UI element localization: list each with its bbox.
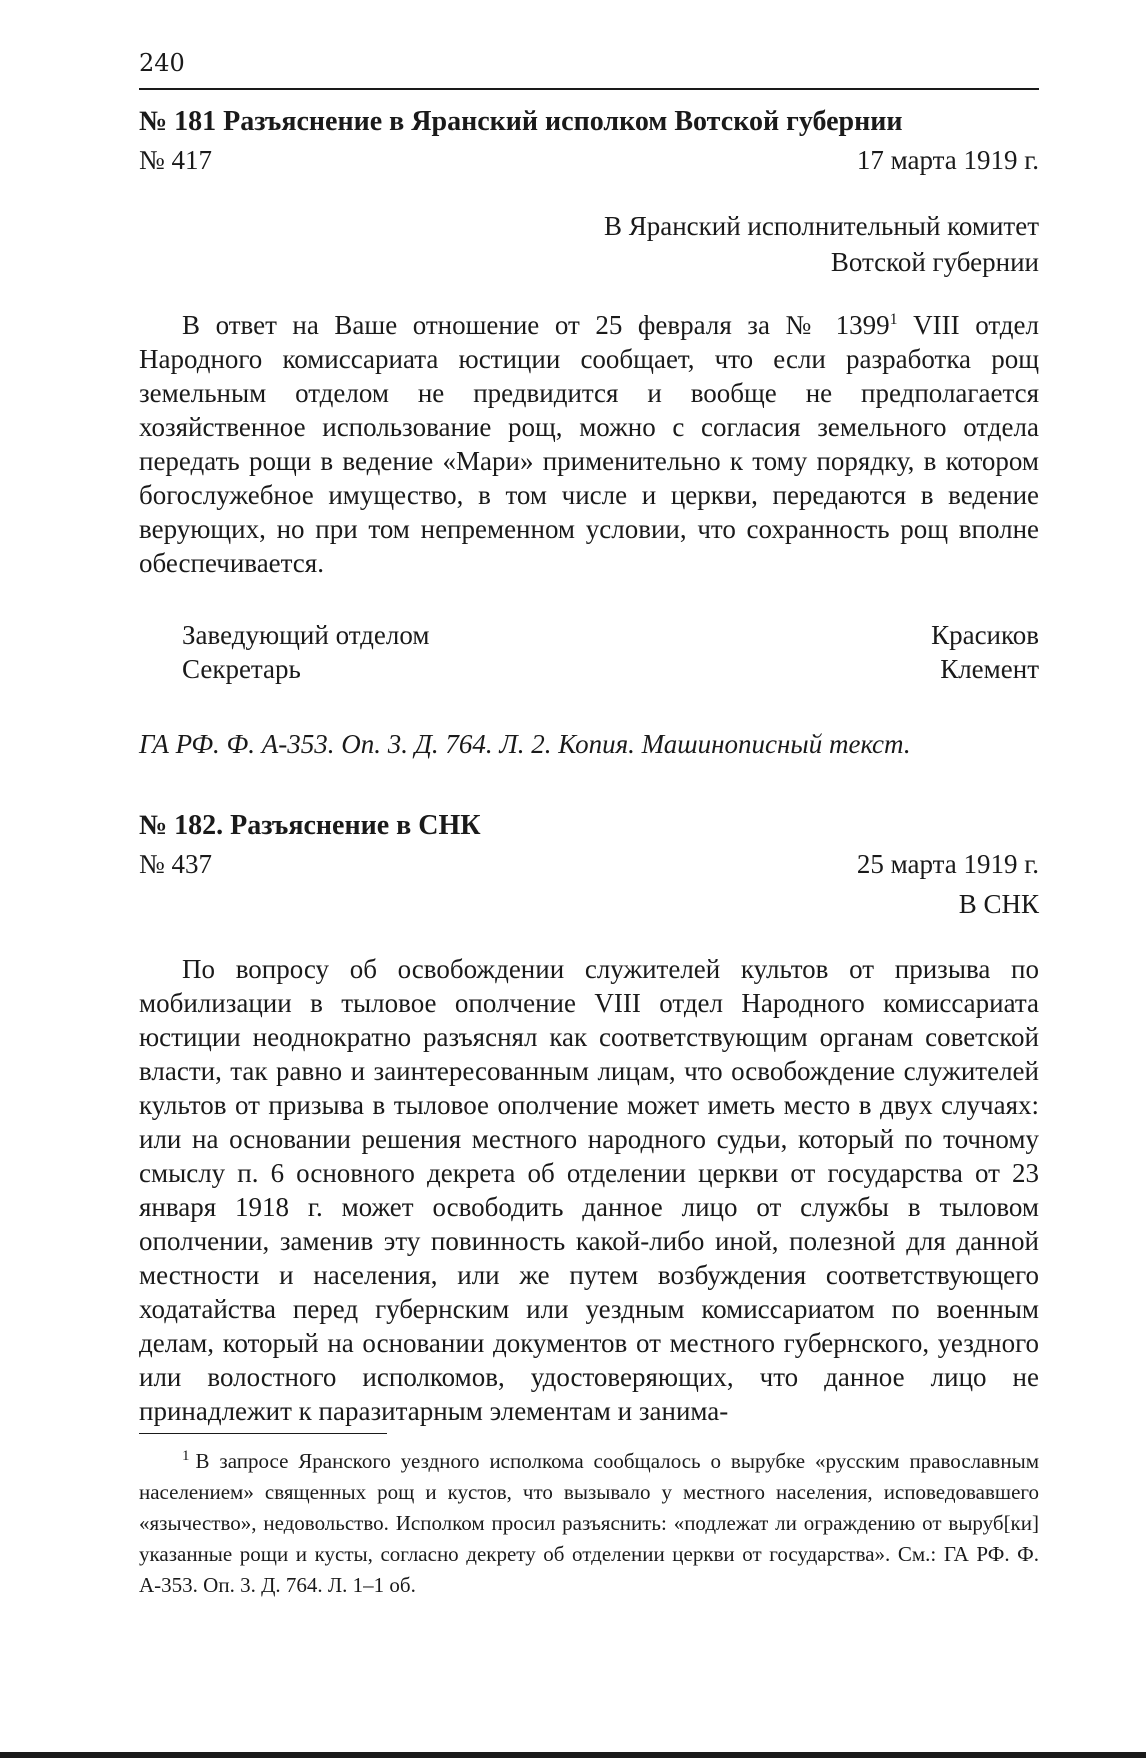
- doc-182-meta: [139, 846, 1039, 882]
- main-content: [139, 102, 1039, 1428]
- page-number: 240: [139, 49, 185, 77]
- doc-182-addressee: В СНК: [958, 889, 1039, 919]
- signature-name: Клемент: [940, 654, 1039, 684]
- page-bottom-edge: [0, 1752, 1146, 1758]
- doc-182-title: № 182. Разъяснение в СНК: [139, 810, 481, 841]
- doc-181-signatures: [139, 618, 1039, 686]
- doc-181-body: [139, 308, 1039, 580]
- doc-181-title: № 181 Разъяснение в Яранский исполком Вотской губернии: [139, 106, 903, 137]
- footnote: [139, 1446, 1039, 1601]
- doc-181-meta: [139, 142, 1039, 178]
- footnote-mark: 1: [182, 1448, 190, 1464]
- doc-181-body-part2: VIII отдел Народного комиссариата юстиции сообщает, что если разработка рощ земельным отделом не предвидится и вообще не предполагается хозяйственное использование рощ, можно с согласия земельного отдела передать рощи в ведение «Мари» применительно к тому порядку, в котором богослужебное имущество, в том числе и церкви, передаются в ведение верующих, но при том непременном условии, что сохранность рощ вполне обеспечивается.: [139, 310, 1039, 578]
- signature-row: [182, 618, 1039, 652]
- doc-182-date: 25 марта 1919 г.: [856, 849, 1039, 879]
- footnote-reference: 1: [889, 311, 898, 328]
- doc-181-date: 17 марта 1919 г.: [856, 145, 1039, 175]
- doc-181-number: № 417: [139, 145, 213, 175]
- doc-181-addressee-line1: В Яранский исполнительный комитет: [603, 211, 1039, 241]
- signature-row: [182, 652, 1039, 686]
- doc-181-body-part1: В ответ на Ваше отношение от 25 февраля за № 1399: [182, 310, 890, 340]
- doc-182-number: № 437: [139, 849, 213, 879]
- footnote-text: В запросе Яранского уездного исполкома сообщалось о вырубке «русским православным населением» священных рощ и кустов, что вызывало у местного населения, исповедовавшего «язычество», недовольство. Исполком просил разъяснить: «подлежат ли ограждению от выруб[ки] указанные рощи и кусты, согласно декрету об отделении церкви от государства». См.: ГА РФ. Ф. А-353. Оп. 3. Д. 764. Л. 1–1 об.: [139, 1449, 1039, 1597]
- doc-181-addressee: [139, 208, 1039, 280]
- signature-name: Красиков: [931, 620, 1039, 650]
- header-rule: [139, 88, 1039, 90]
- signature-position: Секретарь: [182, 654, 301, 684]
- doc-182-body: По вопросу об освобождении служителей культов от призыва по мобилизации в тыловое ополчение VIII отдел Народного комиссариата юстиции неоднократно разъяснял как соответствующим органам советской власти, так равно и заинтересованным лицам, что освобождение служителей культов от призыва в тыловое ополчение может иметь место в двух случаях: или на основании решения местного народного судьи, который по точному смыслу п. 6 основного декрета об отделении церкви от государства от 23 января 1918 г. может освободить данное лицо от службы в тыловом ополчении, заменив эту повинность какой-либо иной, полезной для данной местности и населения, или же путем возбуждения соответствующего ходатайства перед губернским или уездным комиссариатом по военным делам, который на основании документов от местного губернского, уездного или волостного исполкомов, удостоверяющих, что данное лицо не принадлежит к паразитарным элементам и занима-: [139, 954, 1039, 1426]
- footnote-divider: [139, 1433, 387, 1434]
- doc-181-archive-source: ГА РФ. Ф. А-353. Оп. 3. Д. 764. Л. 2. Копия. Машинописный текст.: [139, 729, 911, 759]
- doc-181-addressee-line2: Вотской губернии: [830, 247, 1039, 277]
- signature-position: Заведующий отделом: [182, 620, 430, 650]
